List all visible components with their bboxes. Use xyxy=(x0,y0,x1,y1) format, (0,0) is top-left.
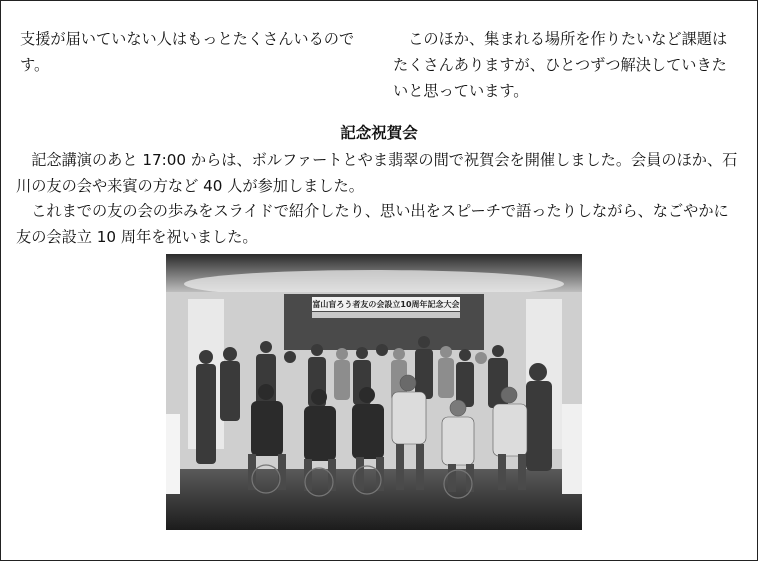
right-column xyxy=(393,26,741,104)
photo-banner-text: 富山盲ろう者友の会設立10周年記念大会 xyxy=(312,300,460,309)
left-column-paragraph: 支援が届いていない人はもっとたくさんいるのです。 xyxy=(20,30,355,74)
section-paragraph-2: これまでの友の会の歩みをスライドで紹介したり、思い出をスピーチで語ったりしながら、なごやかに友の会設立 10 周年を祝いました。 xyxy=(16,202,729,246)
section-body xyxy=(16,148,742,250)
left-column xyxy=(20,26,372,78)
group-photo-image xyxy=(166,254,582,530)
section-paragraph-1: 記念講演のあと 17:00 からは、ボルファートとやま翡翠の間で祝賀会を開催しました。会員のほか、石川の友の会や来賓の方など 40 人が参加しました。 xyxy=(16,151,738,195)
section-heading: 記念祝賀会 xyxy=(340,124,418,142)
right-column-paragraph: このほか、集まれる場所を作りたいなど課題はたくさんありますが、ひとつずつ解決していきたいと思っています。 xyxy=(393,30,728,100)
group-photo xyxy=(166,254,582,530)
